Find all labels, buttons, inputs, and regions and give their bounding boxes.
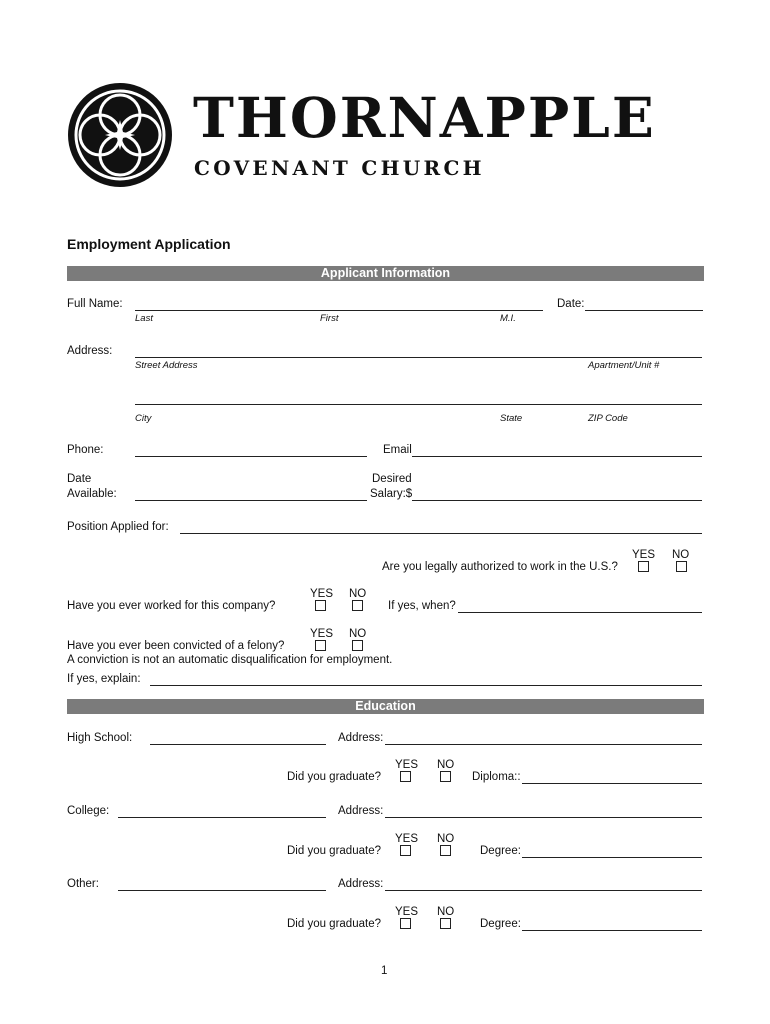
street-address-field[interactable] <box>135 357 702 358</box>
degree-label: Degree: <box>480 845 521 857</box>
conviction-note: A conviction is not an automatic disqualification for employment. <box>67 654 393 666</box>
hs-graduate-no-checkbox[interactable] <box>440 771 451 782</box>
address-label: Address: <box>67 345 113 357</box>
yes-header: YES <box>395 906 419 918</box>
desired-salary-label-2: Salary:$ <box>370 488 413 500</box>
other-degree-field[interactable] <box>522 930 702 931</box>
no-header: NO <box>437 759 455 771</box>
page-number: 1 <box>381 965 388 977</box>
desired-salary-field[interactable] <box>412 500 702 501</box>
first-name-caption: First <box>320 313 339 324</box>
worked-no-checkbox[interactable] <box>352 600 363 611</box>
yes-header: YES <box>395 833 419 845</box>
no-header: NO <box>672 549 690 561</box>
full-name-label: Full Name: <box>67 298 123 310</box>
hs-graduate-yes-checkbox[interactable] <box>400 771 411 782</box>
other-label: Other: <box>67 878 99 890</box>
no-header: NO <box>437 833 455 845</box>
worked-question: Have you ever worked for this company? <box>67 600 276 612</box>
authorized-no-checkbox[interactable] <box>676 561 687 572</box>
explain-field[interactable] <box>150 685 702 686</box>
date-available-label-2: Available: <box>67 488 117 500</box>
high-school-address-label: Address: <box>338 732 384 744</box>
diploma-label: Diploma:: <box>472 771 521 783</box>
degree-label: Degree: <box>480 918 521 930</box>
felony-no-checkbox[interactable] <box>352 640 363 651</box>
last-name-caption: Last <box>135 313 153 324</box>
position-field[interactable] <box>180 533 702 534</box>
desired-salary-label-1: Desired <box>372 473 412 485</box>
email-field[interactable] <box>412 456 702 457</box>
no-header: NO <box>349 628 367 640</box>
zip-caption: ZIP Code <box>588 413 628 424</box>
college-label: College: <box>67 805 110 817</box>
high-school-label: High School: <box>67 732 133 744</box>
college-degree-field[interactable] <box>522 857 702 858</box>
graduate-question: Did you graduate? <box>287 845 381 857</box>
authorized-yes-checkbox[interactable] <box>638 561 649 572</box>
diploma-field[interactable] <box>522 783 702 784</box>
if-yes-when-label: If yes, when? <box>388 600 456 612</box>
college-address-label: Address: <box>338 805 384 817</box>
logo-subtitle: COVENANT CHURCH <box>194 156 485 180</box>
city-state-zip-field[interactable] <box>135 404 702 405</box>
felony-yes-checkbox[interactable] <box>315 640 326 651</box>
section-education: Education <box>67 699 704 714</box>
yes-header: YES <box>310 588 334 600</box>
phone-label: Phone: <box>67 444 104 456</box>
other-field[interactable] <box>118 890 326 891</box>
date-available-field[interactable] <box>135 500 367 501</box>
phone-field[interactable] <box>135 456 367 457</box>
no-header: NO <box>437 906 455 918</box>
other-address-field[interactable] <box>385 890 702 891</box>
church-logo-icon <box>67 82 173 188</box>
college-graduate-no-checkbox[interactable] <box>440 845 451 856</box>
other-address-label: Address: <box>338 878 384 890</box>
worked-yes-checkbox[interactable] <box>315 600 326 611</box>
other-graduate-no-checkbox[interactable] <box>440 918 451 929</box>
date-field[interactable] <box>585 310 703 311</box>
logo-title: THORNAPPLE <box>193 85 656 150</box>
graduate-question: Did you graduate? <box>287 771 381 783</box>
college-graduate-yes-checkbox[interactable] <box>400 845 411 856</box>
college-field[interactable] <box>118 817 326 818</box>
city-caption: City <box>135 413 152 424</box>
high-school-field[interactable] <box>150 744 326 745</box>
high-school-address-field[interactable] <box>385 744 702 745</box>
section-applicant-information: Applicant Information <box>67 266 704 281</box>
date-label: Date: <box>557 298 585 310</box>
graduate-question: Did you graduate? <box>287 918 381 930</box>
yes-header: YES <box>632 549 656 561</box>
apartment-caption: Apartment/Unit # <box>588 360 660 371</box>
date-available-label-1: Date <box>67 473 92 485</box>
state-caption: State <box>500 413 523 424</box>
form-title: Employment Application <box>67 236 231 252</box>
felony-question: Have you ever been convicted of a felony? <box>67 640 285 652</box>
position-label: Position Applied for: <box>67 521 169 533</box>
college-address-field[interactable] <box>385 817 702 818</box>
if-yes-when-field[interactable] <box>458 612 702 613</box>
full-name-field[interactable] <box>135 310 543 311</box>
no-header: NO <box>349 588 367 600</box>
street-address-caption: Street Address <box>135 360 198 371</box>
authorized-question: Are you legally authorized to work in the U.S.? <box>382 561 618 573</box>
mi-caption: M.I. <box>500 313 516 324</box>
yes-header: YES <box>395 759 419 771</box>
explain-label: If yes, explain: <box>67 673 141 685</box>
other-graduate-yes-checkbox[interactable] <box>400 918 411 929</box>
email-label: Email <box>383 444 412 456</box>
yes-header: YES <box>310 628 334 640</box>
